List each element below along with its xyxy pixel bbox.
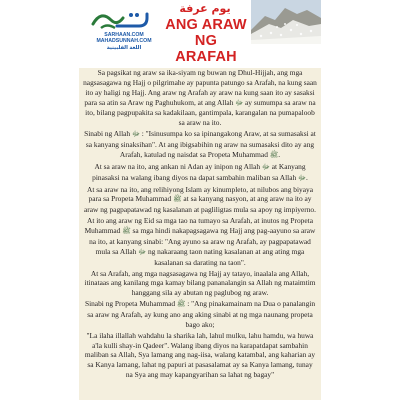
site-names [81,32,167,51]
title-line-1: ANG ARAW [165,17,247,33]
arabic-title: يوم عرفة [179,2,231,15]
paragraph-6: At sa Arafah, ang mga nagsasagawa ng Hajj ay tatayo, inaalala ang Allah, itinataas ang kanilang mga kamay bilang pananalangin sa Allah ng mataimtim hanggang sila ay abutan ng paglubog ng araw. [84,268,316,298]
page-title [163,17,249,65]
site-logo [87,6,157,32]
allah-honorific-glyph: ﷻ [261,162,270,171]
paragraph-8: "La ilaha illallah wahdahu la sharika lah, lahul mulku, lahu hamdu, wa huwa a'la kulli shay-in Qadeer". Walang ibang diyos na karapatdapat sambahin maliban sa Allah, Sya lamang ang nag-iisa, walang katambal, ang kaharian ay sa Kanya lamang, lahat ng papuri at pasasalamat ay sa Kanya lamang, tunay na Sya ang may kapangyarihan sa lahat ng bagay" [84,330,316,380]
prophet-honorific-glyph: ﷺ [122,227,131,236]
site-url-bottom: MAHADSUNNAH.COM [96,38,152,45]
paragraph-4: At sa araw na ito, ang relihiyong Islam ay kinumpleto, at nilubos ang biyaya para sa Propeta Muhammad ﷺ at sa kanyang nasyon, at ang araw na ito ay araw ng pagpapatawad ng kasalanan at pagliligtas mula sa apoy ng impiyerno. [84,184,316,215]
paragraph-7: Sinabi ng Propeta Muhammad ﷺ : "Ang pinakamainam na Dua o panalangin sa araw ng Arafah, ay kung ano ang aking sinabi at ng mga naunang propeta bago ako; [84,299,316,329]
paragraph-5: At ito ang araw ng Eid sa mga tao na tumayo sa Arafah, at inutos ng Propeta Muhammad ﷺ sa mga hindi nakapagsagawa ng Hajj ang pag-aayuno sa araw na ito, at kanyang sinabi: "Ang ayuno sa araw ng Arafah, ay pagpapatawad mula sa Allah ﷻ ng nakaraang taon nating kasalanan at ang ating mga kasalanan sa darating na taon". [84,216,316,267]
mount-arafat-photo [251,0,321,44]
allah-honorific-glyph: ﷻ [298,173,306,182]
site-url-top: SARHAAN.COM [104,32,144,38]
paragraph-2: Sinabi ng Allah ﷻ : "Isinusumpa ko sa ipinangakong Araw, at sa sumasaksi at sa kanyang sinaksihan". At ang ibigsabihin ng araw na sumasaksi dito ay ang Arafah, katulad ng naisdat sa Propeta Muhammad ﷺ. [84,129,316,159]
allah-honorific-glyph: ﷻ [235,98,244,107]
prophet-honorific-glyph: ﷺ [269,150,279,159]
header [79,0,321,68]
flyer-card [79,0,321,400]
prophet-honorific-glyph: ﷺ [173,195,182,204]
allah-honorific-glyph: ﷻ [131,130,140,139]
title-line-2: NG ARAFAH [175,33,237,65]
allah-honorific-glyph: ﷻ [138,247,147,256]
article-body [83,68,317,381]
paragraph-1: Sa pagsikat ng araw sa ika-siyam ng buwan ng Dhul-Hijjah, ang mga nagsasagawa ng Hajj o pilgrimahe ay papunta patungo sa Arafah, na kung saan ito ay haligi ng Hajj. Ang araw ng Arafah ay araw na kung saan ito ay sasaksi para sa atin sa Araw ng Paghuhukom, at ang Allah ﷻ ay sumumpa sa araw na ito, bilang pagpupakita sa kadakilaan, gantimpala, karangalan na pumapaloob sa araw na ito. [83,68,317,128]
site-language: اللغة الفلبينية [106,44,142,51]
paragraph-3: At sa araw na ito, ang ankan ni Adan ay inipon ng Allah ﷻ at Kanyang pinasaksi na walang ibang diyos na dapat sambahin maliban sa Allah ﷻ. [92,161,308,182]
prophet-honorific-glyph: ﷺ [176,300,186,309]
